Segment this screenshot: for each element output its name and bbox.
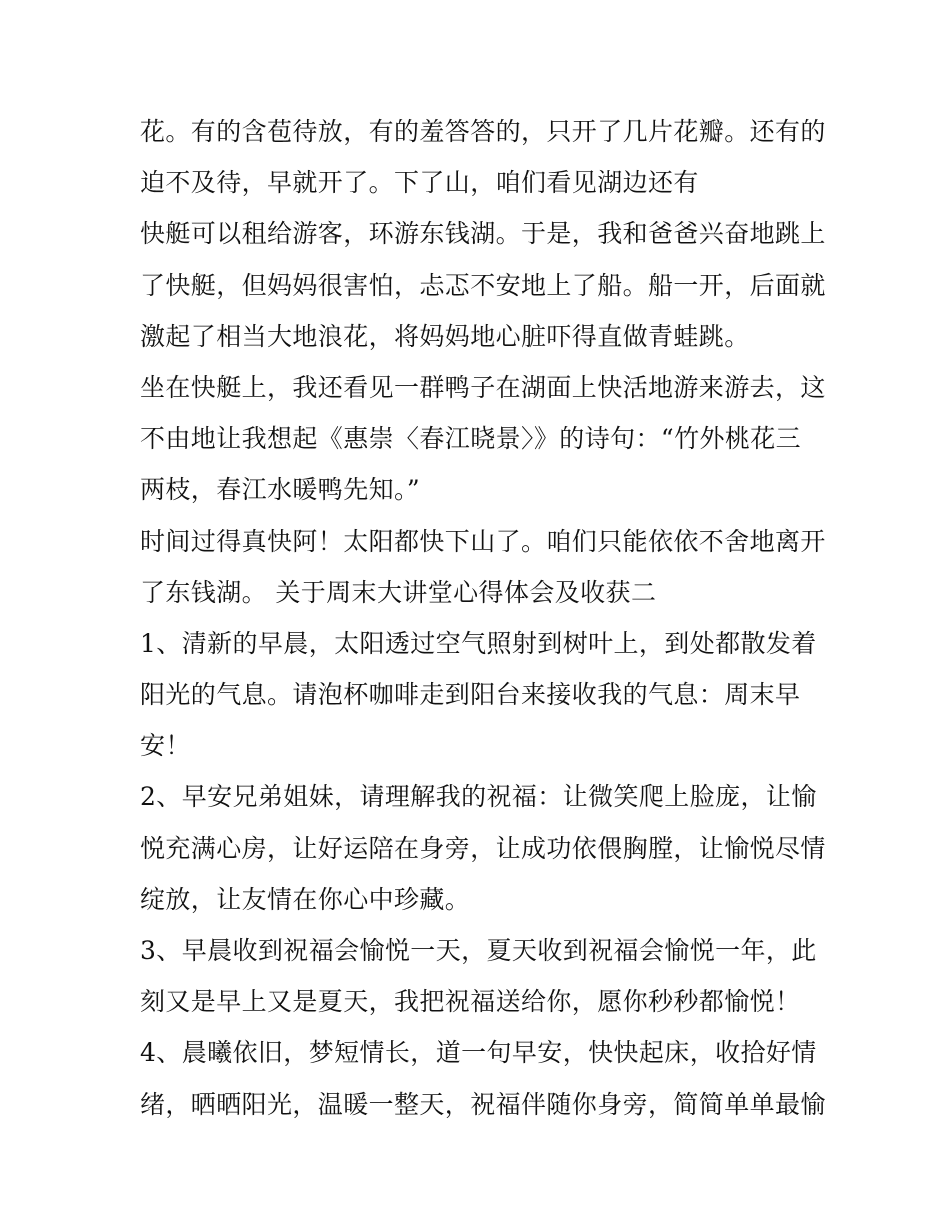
text-line: 阳光的气息。请泡杯咖啡走到阳台来接收我的气息：周末早 — [140, 680, 801, 710]
text-line: 4、晨曦依旧，梦短情长，道一句早安，快快起床，收拾好情 — [140, 1038, 817, 1068]
text-line: 了快艇，但妈妈很害怕，忐忑不安地上了船。船一开，后面就 — [140, 270, 826, 300]
text-line: 3、早晨收到祝福会愉悦一天，夏天收到祝福会愉悦一年，此 — [140, 936, 817, 965]
text-line: 时间过得真快阿！太阳都快下山了。咱们只能依依不舍地离开 — [140, 526, 826, 556]
text-line: 悦充满心房，让好运陪在身旁，让成功依偎胸膛，让愉悦尽情 — [140, 833, 826, 863]
text-line: 了东钱湖。 关于周末大讲堂心得体会及收获二 — [140, 577, 657, 607]
text-line: 花。有的含苞待放，有的羞答答的，只开了几片花瓣。还有的 — [140, 117, 826, 146]
text-line: 激起了相当大地浪花，将妈妈地心脏吓得直做青蛙跳。 — [140, 321, 750, 351]
text-line: 绪，晒晒阳光，温暖一整天，祝福伴随你身旁，简简单单最愉 — [140, 1089, 826, 1119]
text-line: 两枝，春江水暖鸭先知。” — [140, 475, 421, 505]
text-line: 坐在快艇上，我还看见一群鸭子在湖面上快活地游来游去，这 — [140, 372, 826, 402]
text-line: 迫不及待，早就开了。下了山，咱们看见湖边还有 — [140, 168, 699, 198]
document-body — [140, 106, 826, 1130]
text-line: 绽放，让友情在你心中珍藏。 — [140, 884, 471, 914]
text-line: 不由地让我想起《惠崇〈春江晓景〉》的诗句：“竹外桃花三 — [140, 424, 802, 454]
text-line: 1、清新的早晨，太阳透过空气照射到树叶上，到处都散发着 — [140, 628, 817, 658]
text-line: 刻又是早上又是夏天，我把祝福送给你，愿你秒秒都愉悦！ — [140, 987, 801, 1017]
text-line: 安！ — [140, 731, 191, 761]
text-line: 快艇可以租给游客，环游东钱湖。于是，我和爸爸兴奋地跳上 — [140, 219, 826, 249]
text-line: 2、早安兄弟姐妹，请理解我的祝福：让微笑爬上脸庞，让愉 — [140, 782, 817, 812]
